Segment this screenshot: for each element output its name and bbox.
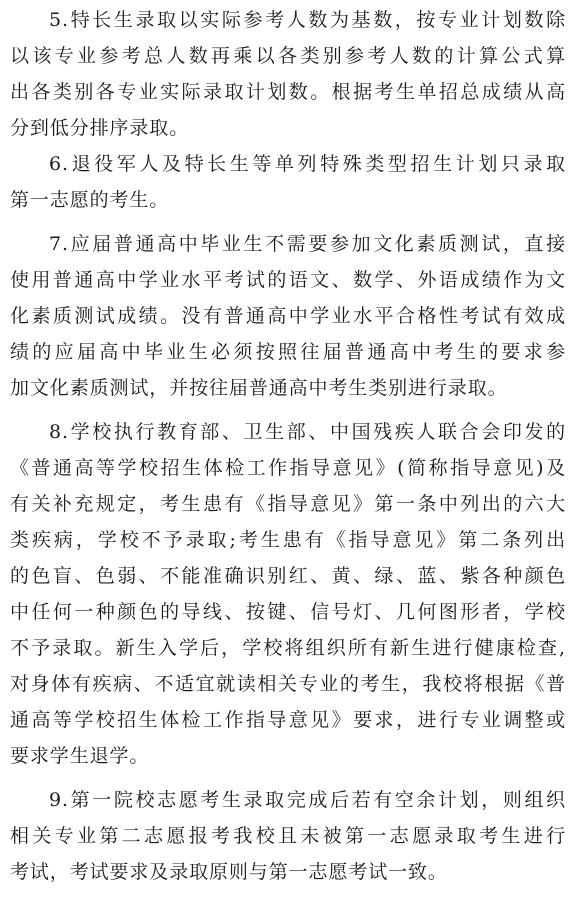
paragraph-6-line-1: 6.退役军人及特长生等单列特殊类型招生计划只录取: [49, 153, 566, 175]
paragraph-9-line-1: 9.第一院校志愿考生录取完成后若有空余计划，则组织: [49, 789, 566, 811]
paragraph-8-line-7: 不予录取。新生入学后，学校将组织所有新生进行健康检查,: [10, 637, 566, 659]
paragraph-7-line-2: 使用普通高中学业水平考试的语文、数学、外语成绩作为文: [10, 269, 566, 291]
paragraph-8-line-5: 的色盲、色弱、不能准确识别红、黄、绿、蓝、紫各种颜色: [10, 565, 566, 587]
paragraph-5-line-4: 分到低分排序录取。: [10, 117, 190, 139]
paragraph-6-line-2: 第一志愿的考生。: [10, 189, 170, 211]
paragraph-7-line-4: 绩的应届高中毕业生必须按照往届普通高中考生的要求参: [10, 341, 566, 363]
paragraph-8-line-10: 要求学生退学。: [10, 745, 150, 767]
paragraph-8-line-4: 类疾病，学校不予录取;考生患有《指导意见》第二条列出: [10, 529, 566, 551]
paragraph-5-line-3: 出各类别各专业实际录取计划数。根据考生单招总成绩从高: [10, 81, 566, 103]
paragraph-8-line-8: 对身体有疾病、不适宜就读相关专业的考生，我校将根据《普: [10, 673, 566, 695]
paragraph-7-line-3: 化素质测试成绩。没有普通高中学业水平合格性考试有效成: [10, 305, 566, 327]
paragraph-8-line-6: 中任何一种颜色的导线、按键、信号灯、几何图形者，学校: [10, 601, 566, 623]
paragraph-8-line-3: 有关补充规定，考生患有《指导意见》第一条中列出的六大: [10, 493, 566, 515]
paragraph-9-line-3: 考试，考试要求及录取原则与第一志愿考试一致。: [10, 861, 448, 883]
paragraph-5-line-1: 5.特长生录取以实际参考人数为基数，按专业计划数除: [49, 9, 566, 31]
paragraph-8-line-2: 《普通高等学校招生体检工作指导意见》(简称指导意见)及: [10, 457, 566, 479]
paragraph-8-line-1: 8.学校执行教育部、卫生部、中国残疾人联合会印发的: [49, 421, 566, 443]
paragraph-5-line-2: 以该专业参考总人数再乘以各类别参考人数的计算公式算: [10, 45, 566, 67]
paragraph-8-line-9: 通高等学校招生体检工作指导意见》要求，进行专业调整或: [10, 709, 566, 731]
paragraph-7-line-5: 加文化素质测试，并按往届普通高中考生类别进行录取。: [10, 377, 508, 399]
paragraph-7-line-1: 7.应届普通高中毕业生不需要参加文化素质测试，直接: [49, 233, 566, 255]
paragraph-9-line-2: 相关专业第二志愿报考我校且未被第一志愿录取考生进行: [10, 825, 566, 847]
